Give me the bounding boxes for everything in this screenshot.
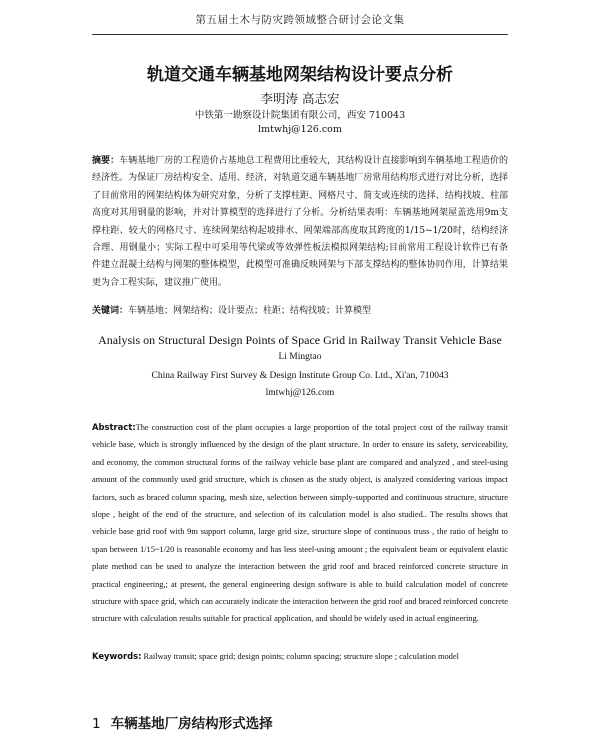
chinese-email: lmtwhj@126.com [258, 124, 342, 135]
english-title: Analysis on Structural Design Points of Space Grid in Railway Transit Vehicle Base [98, 333, 502, 347]
chinese-title: 轨道交通车辆基地网架结构设计要点分析 [147, 65, 453, 85]
english-keywords-text: Railway transit; space grid; design points; column spacing; structure slope ; calculation model [143, 652, 459, 661]
english-email: lmtwhj@126.com [265, 388, 335, 398]
chinese-keywords-text: 车辆基地；网架结构；设计要点；柱距；结构找坡；计算模型 [128, 306, 372, 316]
chinese-keywords [92, 304, 508, 318]
section-heading [92, 712, 273, 732]
english-abstract-text: The construction cost of the plant occupies a large proportion of the total project cost of the railway transit vehicle base, which is strongly influenced by the design of the plant structure. In order to ensure its safety, serviceability, and economy, the common structural forms of the railway vehicle base plant are compared and analyzed , and steel-using amount of the commonly used grid structure, which is chosen as the study object, is analyzed considering various impact factors, such as braced column spacing, mesh size, selection between simply-supported and continuous structure, structure slope , height of the end of the structure, and selection of its calculation model is also studied.. The results shows that vehicle base grid roof with 9m support column, large grid size, structure slope of continuous truss , the ratio of height to span between 1/15~1/20 is reasonable economy and has less steel-using amount ; the equivalent beam or equivalent elastic plate method can be used to analyze the interaction between the grid roof and braced reinforced concrete structure in practical engineering,; at present, the general engineering design software is able to build calculation model of concrete structure with space grid, which can accurately indicate the interaction between the grid roof and braced reinforced concrete structure with calculation results suitable for practical application, and should be widely used in actual engineering. [92, 423, 508, 624]
english-abstract-label: Abstract: [92, 422, 136, 432]
chinese-keywords-label: 关键词： [92, 306, 129, 316]
chinese-affiliation: 中铁第一勘察设计院集团有限公司，西安 710043 [194, 110, 406, 121]
english-keywords-label: Keywords: [92, 651, 142, 661]
running-head: 第五届土木与防灾跨领域整合研讨会论文集 [195, 14, 405, 26]
chinese-abstract-text: 车辆基地厂房的工程造价占基地总工程费用比重较大，其结构设计直接影响到车辆基地工程造价的经济性。为保证厂房结构安全、适用、经济，对轨道交通车辆基地厂房常用结构形式进行对比分析，选择了目前常用的网架结构体为研究对象，分析了支撑柱距、网格尺寸、简支或连续的选择、结构找坡、柱部高度对其用钢量的影响，并对计算模型的选择进行了分析。分析结果表明：车辆基地网架屋盖选用9m支撑柱距、较大的网格尺寸、连续网架结构起坡排水、网架端部高度取其跨度的1/15~1/20时，结构经济合理、用钢量小；实际工程中可采用等代梁或等效弹性板法模拟网架结构;目前常用工程设计软件已有条件建立混凝土结构与网架的整体模型，此模型可准确反映网架与下部支撑结构的整体协同作用，计算结果更为合工程实际，建议推广使用。 [92, 156, 508, 288]
section-title: 车辆基地厂房结构形式选择 [110, 716, 273, 732]
english-author: Li Mingtao [278, 352, 322, 362]
english-abstract [92, 419, 508, 628]
chinese-abstract-label: 摘要： [92, 156, 120, 166]
header-rule [92, 34, 508, 35]
section-number: 1 [92, 716, 101, 732]
english-keywords [92, 649, 508, 664]
chinese-abstract [92, 153, 508, 292]
chinese-authors: 李明涛 高志宏 [260, 91, 340, 106]
english-affiliation: China Railway First Survey & Design Institute Group Co. Ltd., Xi'an, 710043 [151, 371, 449, 381]
